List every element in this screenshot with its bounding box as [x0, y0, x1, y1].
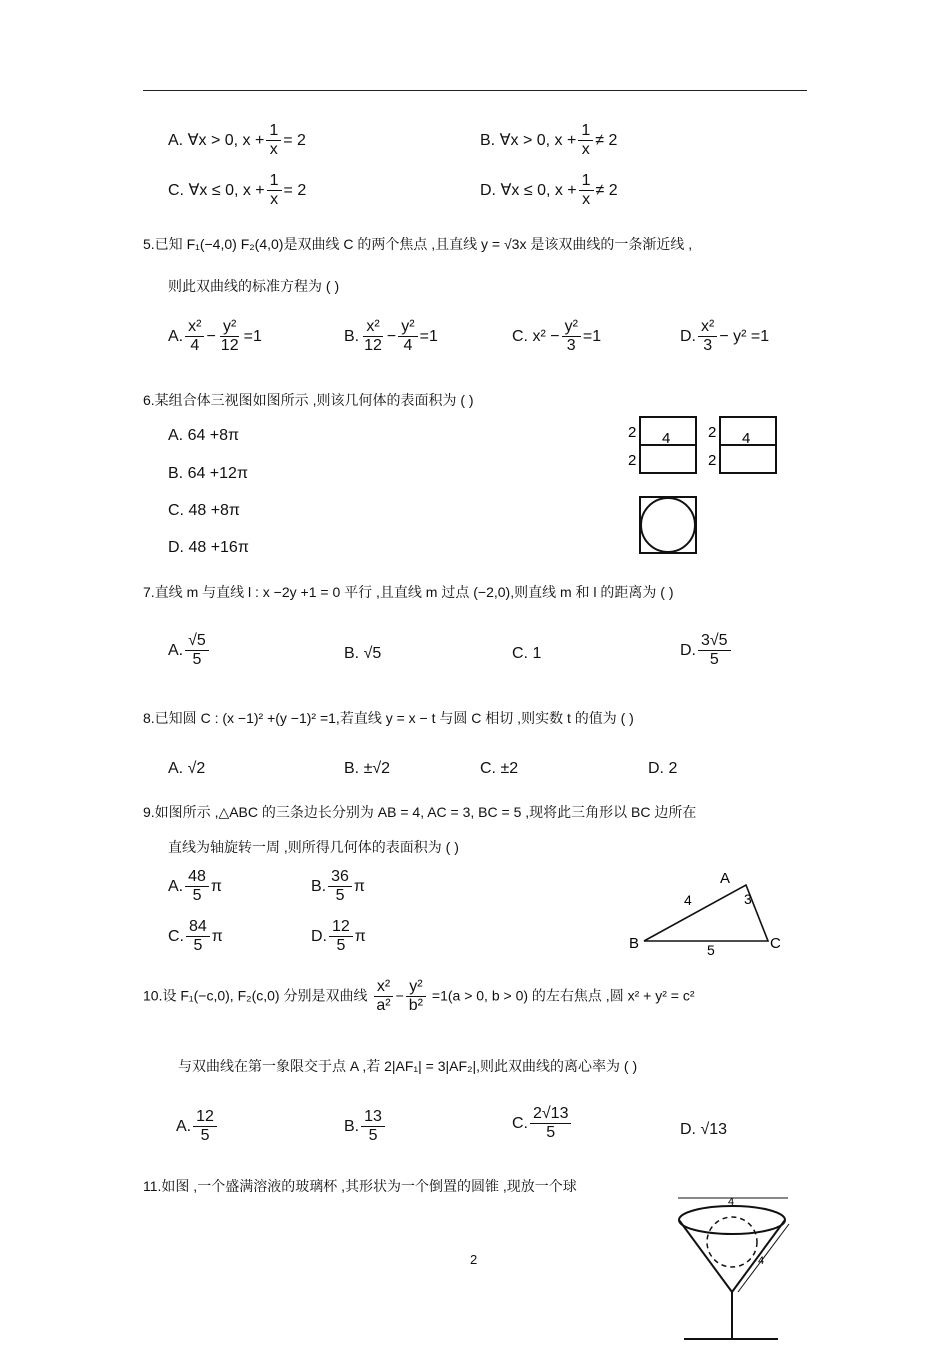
page-number: 2	[470, 1252, 478, 1267]
q10-stem-line1: 10.设 F₁(−c,0), F₂(c,0) 分别是双曲线 $\frac{\text{x²}}{\text{a²}}$ − $\frac{\text{y²}}{\text{b²}}$ =1(a > 0, b > 0) 的左右焦点 ,圆 x² + y² = c²	[143, 978, 695, 1015]
header-rule	[143, 90, 807, 91]
q4-option-d[interactable]: D. ∀x ≤ 0, x + $\frac{1}{x}$ ≠ 2	[480, 172, 618, 209]
q5-option-c[interactable]: C. x² − $\frac{\text{y²}}{3}$ =1	[512, 318, 602, 355]
q8-option-c[interactable]: C. ±2	[480, 760, 519, 777]
q4-option-b[interactable]: B. ∀x > 0, x + $\frac{1}{x}$ ≠ 2	[480, 122, 618, 159]
q9-stem-line1: 9.如图所示 ,△ABC 的三条边长分别为 AB = 4, AC = 3, BC = 5 ,现将此三角形以 BC 边所在	[143, 804, 697, 820]
q10-option-b[interactable]: B. $\frac{13}{5}$	[344, 1108, 387, 1146]
q7-option-a[interactable]: A. $\frac{√5}{5}$	[168, 632, 211, 670]
vertex-b-label: B	[629, 935, 640, 952]
q5-option-b[interactable]: B. $\frac{\text{x²}}{12}$ − $\frac{\text{y²}}{4}$ =1	[344, 318, 438, 355]
side-ab-label: 4	[684, 892, 692, 908]
q9-stem-line2: 直线为轴旋转一周 ,则所得几何体的表面积为 ( )	[168, 839, 459, 855]
q7-option-b[interactable]: B. √5	[344, 645, 382, 662]
q7-stem: 7.直线 m 与直线 l : x −2y +1 = 0 平行 ,且直线 m 过点 (−2,0),则直线 m 和 l 的距离为 ( )	[143, 584, 674, 600]
slant-length-label: 4	[758, 1255, 765, 1267]
q9-option-d[interactable]: D. $\frac{12}{5}$ π	[311, 918, 366, 955]
q4-option-a[interactable]: A. ∀x > 0, x + $\frac{1}{x}$ = 2	[168, 122, 306, 159]
q8-stem: 8.已知圆 C : (x −1)² +(y −1)² =1,若直线 y = x − t 与圆 C 相切 ,则实数 t 的值为 ( )	[143, 710, 634, 726]
q9-option-b[interactable]: B. $\frac{36}{5}$ π	[311, 868, 365, 905]
vertex-a-label: A	[720, 870, 731, 887]
q9-option-c[interactable]: C. $\frac{84}{5}$ π	[168, 918, 223, 955]
cone-left-edge	[679, 1220, 732, 1292]
q10-option-d[interactable]: D. √13	[680, 1121, 728, 1138]
q5-option-d[interactable]: D. $\frac{\text{x²}}{3}$ − y² =1	[680, 318, 770, 355]
front-view-width: 4	[662, 430, 671, 447]
q6-option-a[interactable]: A. 64 +8π	[168, 427, 240, 444]
side-bc-label: 5	[707, 942, 715, 958]
q5-option-a[interactable]: A. $\frac{\text{x²}}{4}$ − $\frac{\text{y²}}{12}$ =1	[168, 318, 262, 355]
q8-option-d[interactable]: D. 2	[648, 760, 678, 777]
q8-option-b[interactable]: B. ±√2	[344, 760, 391, 777]
q11-stem: 11.如图 ,一个盛满溶液的玻璃杯 ,其形状为一个倒置的圆锥 ,现放一个球	[143, 1178, 577, 1194]
q10-option-c[interactable]: C. $\frac{2√13}{5}$	[512, 1105, 573, 1143]
top-view-circle	[641, 498, 695, 552]
side-view-height-1: 2	[708, 424, 717, 441]
q7-option-c[interactable]: C. 1	[512, 645, 542, 662]
q7-option-d[interactable]: D. $\frac{3√5}{5}$	[680, 632, 733, 670]
q9-triangle-figure	[620, 865, 790, 960]
side-ac-label: 3	[744, 891, 752, 907]
q10-stem-line2: 与双曲线在第一象限交于点 A ,若 2|AF₁| = 3|AF₂|,则此双曲线的离心率为 ( )	[178, 1058, 638, 1074]
inner-ball	[707, 1217, 757, 1267]
q6-option-c[interactable]: C. 48 +8π	[168, 502, 240, 519]
q5-stem-line1: 5.已知 F₁(−4,0) F₂(4,0)是双曲线 C 的两个焦点 ,且直线 y = √3x 是该双曲线的一条渐近线 ,	[143, 236, 693, 252]
side-view-height-2: 2	[708, 452, 717, 469]
side-view-width: 4	[742, 430, 751, 447]
q6-option-d[interactable]: D. 48 +16π	[168, 539, 249, 556]
q6-option-b[interactable]: B. 64 +12π	[168, 465, 248, 482]
q9-option-a[interactable]: A. $\frac{48}{5}$ π	[168, 868, 222, 905]
q10-option-a[interactable]: A. $\frac{12}{5}$	[176, 1108, 219, 1146]
q4-option-c[interactable]: C. ∀x ≤ 0, x + $\frac{1}{x}$ = 2	[168, 172, 307, 209]
top-width-label: 4	[728, 1196, 735, 1208]
cone-rim	[679, 1206, 785, 1234]
q11-cone-glass-figure	[670, 1190, 800, 1345]
front-view-height-2: 2	[628, 452, 637, 469]
q5-stem-line2: 则此双曲线的标准方程为 ( )	[168, 278, 340, 294]
q6-three-view-figure	[620, 410, 800, 560]
q6-stem: 6.某组合体三视图如图所示 ,则该几何体的表面积为 ( )	[143, 392, 474, 408]
q8-option-a[interactable]: A. √2	[168, 760, 206, 777]
vertex-c-label: C	[770, 935, 781, 952]
front-view-height-1: 2	[628, 424, 637, 441]
